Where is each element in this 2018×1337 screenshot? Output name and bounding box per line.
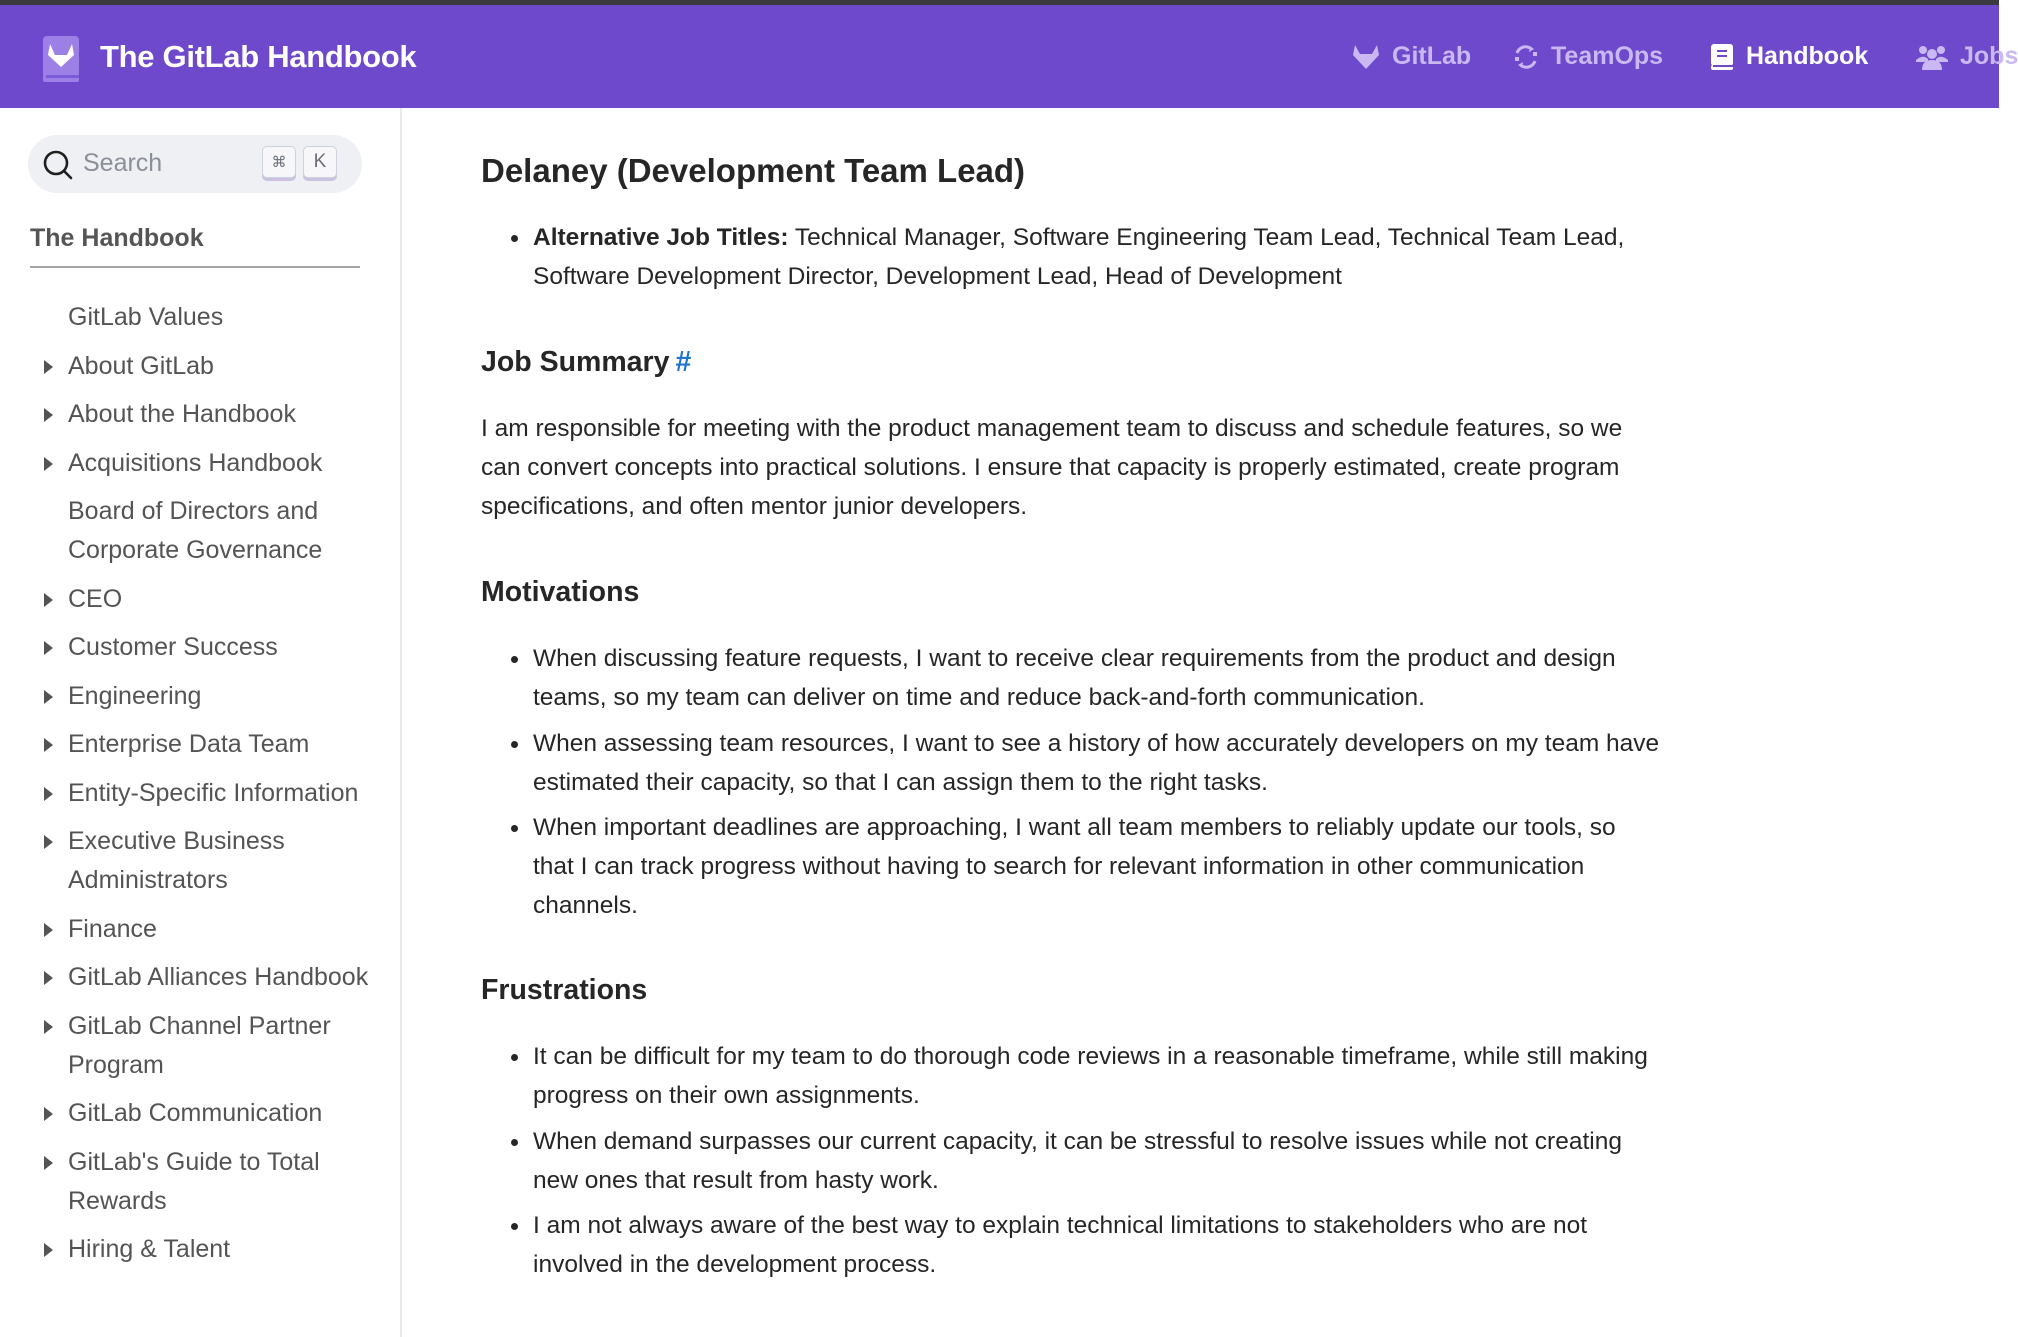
job-summary-heading-text: Job Summary (481, 346, 670, 378)
tanuki-icon (1352, 44, 1380, 70)
nav-jobs[interactable] (1916, 5, 2018, 108)
list-item: When demand surpasses our current capacity, it can be stressful to resolve issues while not creating new ones that result from hasty work. (481, 1122, 1661, 1200)
people-icon (1916, 44, 1948, 70)
sidebar-item-customer-success[interactable] (0, 628, 400, 667)
alternative-titles-value: Technical Manager, Software Engineering Team Lead, Technical Team Lead, Software Development Director, Development Lead, Head of Development (533, 224, 1625, 290)
caret-right-icon[interactable] (44, 1243, 53, 1257)
sidebar-item-label: About GitLab (68, 351, 214, 380)
job-summary-text: I am responsible for meeting with the product management team to discuss and schedule features, so we can convert concepts into practical solutions. I ensure that capacity is properly estimated, create program specifications, and often mentor junior developers. (481, 415, 1623, 520)
sidebar-item-ceo[interactable] (0, 580, 400, 619)
nav-gitlab[interactable] (1352, 5, 1471, 108)
frustrations-heading: Frustrations (481, 974, 648, 1006)
list-item: When discussing feature requests, I want to receive clear requirements from the product and design teams, so my team can deliver on time and reduce back-and-forth communication. (481, 639, 1661, 717)
sidebar-item-gitlab-alliances-handbook[interactable] (0, 958, 400, 997)
list-item: It can be difficult for my team to do thorough code reviews in a reasonable timeframe, while still making progress on their own assignments. (481, 1037, 1661, 1115)
caret-right-icon[interactable] (44, 1020, 53, 1034)
motivations-heading: Motivations (481, 576, 640, 608)
search-placeholder: Search (83, 149, 163, 177)
caret-right-icon[interactable] (44, 690, 53, 704)
nav-teamops-label: TeamOps (1551, 42, 1664, 70)
caret-right-icon[interactable] (44, 923, 53, 937)
caret-right-icon[interactable] (44, 787, 53, 801)
caret-right-icon[interactable] (44, 593, 53, 607)
sidebar-nav-list (0, 298, 400, 1279)
sidebar-item-gitlab-channel-partner-program[interactable] (0, 1007, 400, 1085)
sidebar-item-total-rewards[interactable] (0, 1143, 400, 1221)
sidebar-item-about-the-handbook[interactable] (0, 395, 400, 434)
sidebar (0, 108, 402, 1337)
search-icon (42, 149, 74, 181)
sidebar-item-label: Executive Business Administrators (68, 827, 285, 894)
sidebar-item-label: Customer Success (68, 633, 278, 661)
caret-right-icon[interactable] (44, 360, 53, 374)
sidebar-item-label: Entity-Specific Information (68, 778, 359, 807)
sidebar-item-label: GitLab Communication (68, 1099, 323, 1127)
motivations-list (481, 639, 1661, 932)
search-input[interactable] (28, 135, 362, 193)
alternative-titles-list (481, 218, 1661, 296)
caret-right-icon[interactable] (44, 835, 53, 849)
alternative-titles-label: Alternative Job Titles: (533, 224, 789, 251)
sidebar-item-acquisitions-handbook[interactable] (0, 444, 400, 483)
sidebar-divider (30, 266, 360, 268)
nav-handbook[interactable] (1710, 5, 1868, 108)
handbook-logo-icon[interactable] (42, 35, 80, 83)
sidebar-item-label: GitLab Channel Partner Program (68, 1011, 331, 1079)
sidebar-item-gitlab-communication[interactable] (0, 1094, 400, 1133)
caret-right-icon[interactable] (44, 738, 53, 752)
nav-gitlab-label: GitLab (1392, 42, 1472, 70)
sidebar-item-label: Finance (68, 914, 157, 943)
teamops-icon (1513, 44, 1539, 70)
list-item: When important deadlines are approaching, I want all team members to reliably update our tools, so that I can track progress without having to search for relevant information in other communication channels. (481, 808, 1661, 925)
sidebar-item-label: GitLab Alliances Handbook (68, 963, 369, 991)
site-title[interactable]: The GitLab Handbook (100, 39, 417, 74)
sidebar-item-enterprise-data-team[interactable] (0, 725, 400, 764)
sidebar-item-about-gitlab[interactable] (0, 347, 400, 386)
sidebar-item-hiring-talent[interactable] (0, 1230, 400, 1269)
list-item (481, 218, 1661, 296)
caret-right-icon[interactable] (44, 971, 53, 985)
sidebar-item-label: CEO (68, 584, 123, 613)
list-item: I am not always aware of the best way to explain technical limitations to stakeholders who are not involved in the development process. (481, 1206, 1661, 1284)
heading-anchor-link[interactable]: # (675, 346, 692, 378)
list-item: When assessing team resources, I want to see a history of how accurately developers on my team have estimated their capacity, so that I can assign them to the right tasks. (481, 724, 1661, 802)
sidebar-item-finance[interactable] (0, 910, 400, 949)
page-title: Delaney (Development Team Lead) (481, 152, 1026, 189)
book-icon (1710, 43, 1734, 71)
caret-right-icon[interactable] (44, 1156, 53, 1170)
caret-right-icon[interactable] (44, 457, 53, 471)
sidebar-item-board-of-directors[interactable] (0, 492, 400, 570)
sidebar-item-label: Acquisitions Handbook (68, 448, 323, 477)
sidebar-item-label: About the Handbook (68, 400, 296, 428)
sidebar-heading[interactable]: The Handbook (30, 224, 204, 252)
sidebar-item-label: GitLab Values (68, 303, 224, 331)
shortcut-k-key: K (303, 146, 337, 178)
sidebar-item-label: Hiring & Talent (68, 1235, 231, 1263)
caret-right-icon[interactable] (44, 408, 53, 422)
nav-jobs-label: Jobs (1960, 42, 2018, 70)
nav-handbook-label: Handbook (1746, 42, 1869, 70)
sidebar-item-entity-specific-information[interactable] (0, 774, 400, 813)
caret-right-icon[interactable] (44, 1107, 53, 1121)
sidebar-item-label: GitLab's Guide to Total Rewards (68, 1147, 320, 1215)
caret-right-icon[interactable] (44, 641, 53, 655)
sidebar-item-executive-business-administrators[interactable] (0, 822, 400, 900)
shortcut-cmd-key: ⌘ (262, 146, 296, 178)
sidebar-item-label: Engineering (68, 681, 202, 710)
nav-teamops[interactable] (1513, 5, 1663, 108)
site-header (0, 5, 2018, 108)
sidebar-item-label: Enterprise Data Team (68, 730, 310, 758)
sidebar-item-gitlab-values[interactable] (0, 298, 400, 337)
sidebar-item-engineering[interactable] (0, 677, 400, 716)
frustrations-list (481, 1037, 1661, 1291)
sidebar-item-label: Board of Directors and Corporate Governance (68, 497, 323, 564)
job-summary-heading (481, 346, 691, 379)
